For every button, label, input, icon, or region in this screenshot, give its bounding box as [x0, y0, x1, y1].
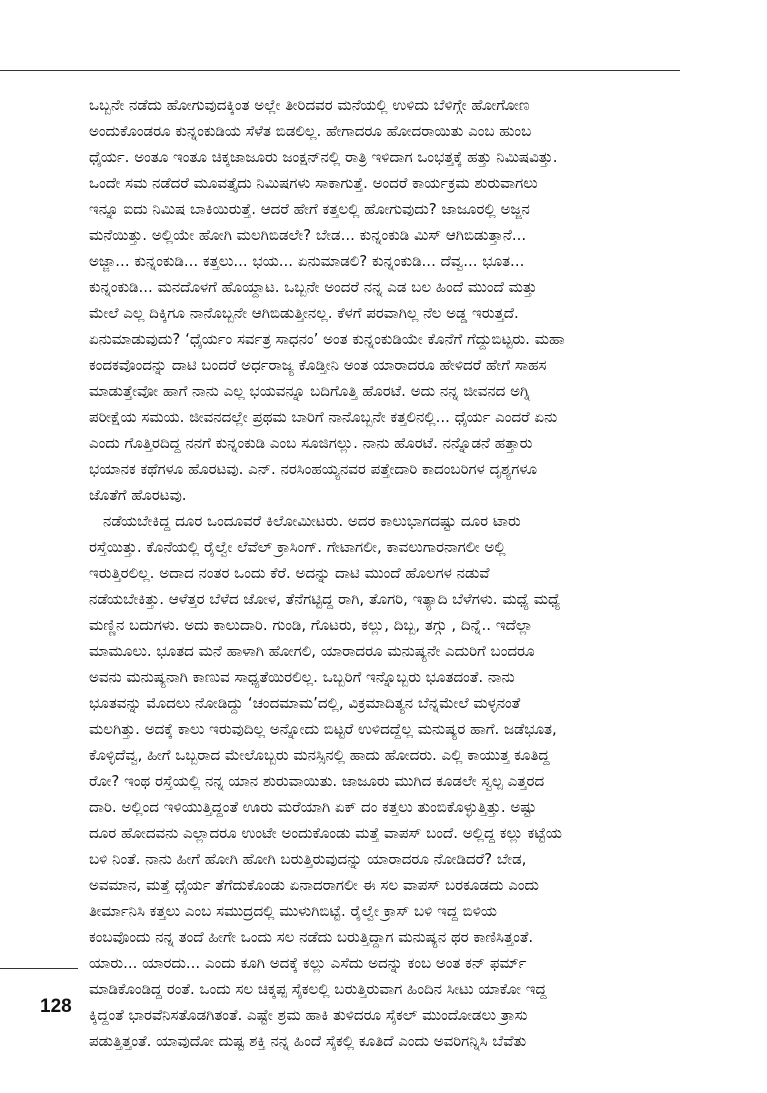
text-line: ದೂರ ಹೋದವನು ಎಲ್ಲಾದರೂ ಉಂಟೇ ಅಂದುಕೊಂಡು ಮತ್ತೆ ವಾಪಸ್ ಬಂದೆ. ಅಲ್ಲಿದ್ದ ಕಲ್ಲು ಕಟ್ಟೆಯ — [89, 824, 562, 842]
text-line: ಒಬ್ಬನೇ ನಡೆದು ಹೋಗುವುದಕ್ಕಿಂತ ಅಲ್ಲೇ ತೀರಿದವರ ಮನೆಯಲ್ಲಿ ಉಳಿದು ಬೆಳಿಗ್ಗೇ ಹೋಗೋಣ — [89, 96, 530, 114]
text-line: ಮನೆಯಿತ್ತು. ಅಲ್ಲಿಯೇ ಹೋಗಿ ಮಲಗಿಬಿಡಲೇ? ಬೇಡ... ಕುನ್ನಂಕುಡಿ ಮಿಸ್ ಆಗಿಬಿಡುತ್ತಾನೆ... — [89, 226, 527, 244]
text-line: ಜೊತೆಗೆ ಹೊರಟವು. — [89, 486, 187, 504]
paragraph-2 — [89, 508, 679, 1054]
text-line: ಇನ್ನೂ ಐದು ನಿಮಿಷ ಬಾಕಿಯಿರುತ್ತೆ. ಆದರೆ ಹೇಗೆ ಕತ್ತಲಲ್ಲಿ ಹೋಗುವುದು? ಜಾಜೂರಲ್ಲಿ ಅಜ್ಜನ — [89, 200, 530, 218]
text-line: ಕ್ಕಿದ್ದಂತೆ ಭಾರವೆನಿಸತೊಡಗಿತಂತೆ. ಎಷ್ಟೇ ಶ್ರಮ ಹಾಕಿ ತುಳಿದರೂ ಸೈಕಲ್ ಮುಂದೋಡಲು ತ್ರಾಸು — [89, 1006, 528, 1024]
text-line: ಮೇಲೆ ಎಲ್ಲ ದಿಕ್ಕಿಗೂ ನಾನೊಬ್ಬನೇ ಆಗಿಬಿಡುತ್ತೀನಲ್ಲ. ಕೆಳಗೆ ಪರವಾಗಿಲ್ಲ ನೆಲ ಅಡ್ಡ ಇರುತ್ತದೆ. — [89, 304, 519, 322]
text-line: ಭೂತವನ್ನು ಮೊದಲು ನೋಡಿದ್ದು ‘ಚಂದಮಾಮ’ದಲ್ಲಿ, ವಿಕ್ರಮಾದಿತ್ಯನ ಬೆನ್ನಮೇಲೆ ಮಳ್ಳನಂತೆ — [89, 694, 521, 712]
text-line: ಪಡುತ್ತಿತ್ತಂತೆ. ಯಾವುದೋ ದುಷ್ಟ ಶಕ್ತಿ ನನ್ನ ಹಿಂದೆ ಸೈಕಲ್ಲಿ ಕೂತಿದೆ ಎಂದು ಅವರಿಗನ್ನಿಸಿ ಬೆವೆತು — [89, 1032, 527, 1050]
text-line: ನಡೆಯಬೇಕಿತ್ತು. ಆಳೆತ್ತರ ಬೆಳೆದ ಜೋಳ, ತೆನೆಗಟ್ಟಿದ್ದ ರಾಗಿ, ತೊಗರಿ, ಇತ್ಯಾದಿ ಬೆಳೆಗಳು. ಮಧ್ಯೆ ಮಧ್ಯೆ — [89, 590, 561, 608]
text-line: ಮಣ್ಣಿನ ಬದುಗಳು. ಅದು ಕಾಲುದಾರಿ. ಗುಂಡಿ, ಗೊಟರು, ಕಲ್ಲು, ದಿಬ್ಬ, ತಗ್ಗು , ದಿನ್ನೆ.. ಇದೆಲ್ಲಾ — [89, 616, 533, 634]
text-line: ಕುನ್ನಂಕುಡಿ... ಮನದೊಳಗೆ ಹೊಯ್ದಾಟ. ಒಬ್ಬನೇ ಅಂದರೆ ನನ್ನ ಎಡ ಬಲ ಹಿಂದೆ ಮುಂದೆ ಮತ್ತು — [89, 278, 537, 296]
text-line: ಕಂಬವೊಂದು ನನ್ನ ತಂದೆ ಹೀಗೇ ಒಂದು ಸಲ ನಡೆದು ಬರುತ್ತಿದ್ದಾಗ ಮನುಷ್ಯನ ಥರ ಕಾಣಿಸಿತ್ತಂತೆ. — [89, 928, 534, 946]
text-line: ಎಂದು ಗೊತ್ತಿರದಿದ್ದ ನನಗೆ ಕುನ್ನಂಕುಡಿ ಎಂಬ ಸೂಜಿಗಲ್ಲು. ನಾನು ಹೊರಟೆ. ನನ್ನೊಡನೆ ಹತ್ತಾರು — [89, 434, 533, 452]
text-line: ಅಜ್ಜಾ... ಕುನ್ನಂಕುಡಿ... ಕತ್ತಲು... ಭಯ... ಏನುಮಾಡಲಿ? ಕುನ್ನಂಕುಡಿ... ದೆವ್ವ... ಭೂತ... — [89, 252, 525, 270]
text-line: ಯಾರು... ಯಾರದು... ಎಂದು ಕೂಗಿ ಅದಕ್ಕೆ ಕಲ್ಲು ಎಸೆದು ಅದನ್ನು ಕಂಬ ಅಂತ ಕನ್ ಫರ್ಮ್ — [89, 954, 527, 972]
text-line: ಭಯಾನಕ ಕಥೆಗಳೂ ಹೊರಟವು. ಎನ್. ನರಸಿಂಹಯ್ಯನವರ ಪತ್ತೇದಾರಿ ಕಾದಂಬರಿಗಳ ದೃಶ್ಯಗಳೂ — [89, 460, 538, 478]
page-body — [89, 92, 679, 1054]
text-line: ಅಂದುಕೊಂಡರೂ ಕುನ್ನಂಕುಡಿಯ ಸೆಳೆತ ಬಿಡಲಿಲ್ಲ. ಹೇಗಾದರೂ ಹೋದರಾಯಿತು ಎಂಬ ಹುಂಬ — [89, 122, 532, 140]
footer-divider — [0, 968, 78, 969]
text-line: ಏನುಮಾಡುವುದು? ‘ಧೈರ್ಯಂ ಸರ್ವತ್ರ ಸಾಧನಂ’ ಅಂತ ಕುನ್ನಂಕುಡಿಯೇ ಕೊನೆಗೆ ಗೆದ್ದುಬಿಟ್ಟರು. ಮಹಾ — [89, 330, 565, 348]
text-line: ಒಂದೇ ಸಮ ನಡೆದರೆ ಮೂವತ್ತೈದು ನಿಮಿಷಗಳು ಸಾಕಾಗುತ್ತೆ. ಅಂದರೆ ಕಾರ್ಯಕ್ರಮ ಶುರುವಾಗಲು — [89, 174, 538, 192]
text-line: ದಾರಿ. ಅಲ್ಲಿಂದ ಇಳಿಯುತ್ತಿದ್ದಂತೆ ಊರು ಮರೆಯಾಗಿ ಏಕ್ ದಂ ಕತ್ತಲು ತುಂಬಿಕೊಳ್ಳುತ್ತಿತ್ತು. ಅಷ್ಟು — [89, 798, 537, 816]
text-line: ನಡೆಯಬೇಕಿದ್ದ ದೂರ ಒಂದೂವರೆ ಕಿಲೋಮೀಟರು. ಅದರ ಕಾಲುಭಾಗದಷ್ಟು ದೂರ ಟಾರು — [103, 512, 521, 530]
text-line: ಮಾಡುತ್ತೇವೋ ಹಾಗೆ ನಾನು ಎಲ್ಲ ಭಯವನ್ನೂ ಬದಿಗೊತ್ತಿ ಹೊರಟೆ. ಅದು ನನ್ನ ಜೀವನದ ಅಗ್ನಿ — [89, 382, 531, 400]
text-line: ರೋ? ಇಂಥ ರಸ್ತೆಯಲ್ಲಿ ನನ್ನ ಯಾನ ಶುರುವಾಯಿತು. ಜಾಜೂರು ಮುಗಿದ ಕೂಡಲೇ ಸ್ವಲ್ಪ ಎತ್ತರದ — [89, 772, 545, 790]
top-divider — [0, 70, 680, 71]
text-line: ಮಲಗಿತ್ತು. ಅದಕ್ಕೆ ಕಾಲು ಇರುವುದಿಲ್ಲ ಅನ್ನೋದು ಬಿಟ್ಟರೆ ಉಳಿದದ್ದೆಲ್ಲ ಮನುಷ್ಯರ ಹಾಗೆ. ಜಡೆಭೂತ, — [89, 720, 557, 738]
text-line: ಇರುತ್ತಿರಲಿಲ್ಲ. ಅದಾದ ನಂತರ ಒಂದು ಕೆರೆ. ಅದನ್ನು ದಾಟಿ ಮುಂದೆ ಹೊಲಗಳ ನಡುವೆ — [89, 564, 490, 582]
text-line: ಅವಮಾನ, ಮತ್ತೆ ಧೈರ್ಯ ತೆಗೆದುಕೊಂಡು ಏನಾದರಾಗಲೀ ಈ ಸಲ ವಾಪಸ್ ಬರಕೂಡದು ಎಂದು — [89, 876, 539, 894]
text-line: ರಸ್ತೆಯಿತ್ತು. ಕೊನೆಯಲ್ಲಿ ರೈಲ್ವೇ ಲೆವೆಲ್ ಕ್ರಾಸಿಂಗ್. ಗೇಟಾಗಲೀ, ಕಾವಲುಗಾರನಾಗಲೀ ಅಲ್ಲಿ — [89, 538, 506, 556]
text-line: ಕಂದಕವೊಂದನ್ನು ದಾಟಿ ಬಂದರೆ ಅರ್ಧರಾಜ್ಯ ಕೊಡ್ತೀನಿ ಅಂತ ಯಾರಾದರೂ ಹೇಳಿದರೆ ಹೇಗೆ ಸಾಹಸ — [89, 356, 547, 374]
text-line: ಮಾಮೂಲು. ಭೂತದ ಮನೆ ಹಾಳಾಗಿ ಹೋಗಲಿ, ಯಾರಾದರೂ ಮನುಷ್ಯನೇ ಎದುರಿಗೆ ಬಂದರೂ — [89, 642, 535, 660]
text-line: ಬಳಿ ನಿಂತೆ. ನಾನು ಹೀಗೆ ಹೋಗಿ ಹೋಗಿ ಬರುತ್ತಿರುವುದನ್ನು ಯಾರಾದರೂ ನೋಡಿದರೆ? ಬೇಡ, — [89, 850, 527, 868]
paragraph-1 — [89, 92, 679, 508]
text-line: ಮಾಡಿಕೊಂಡಿದ್ದ ರಂತೆ. ಒಂದು ಸಲ ಚಿಕ್ಕಪ್ಪ ಸೈಕಲಲ್ಲಿ ಬರುತ್ತಿರುವಾಗ ಹಿಂದಿನ ಸೀಟು ಯಾಕೋ ಇದ್ದ — [89, 980, 547, 998]
text-line: ಅವನು ಮನುಷ್ಯನಾಗಿ ಕಾಣುವ ಸಾಧ್ಯತೆಯಿರಲಿಲ್ಲ. ಒಬ್ಬರಿಗೆ ಇನ್ನೊಬ್ಬರು ಭೂತದಂತೆ. ನಾನು — [89, 668, 515, 686]
text-line: ಕೊಳ್ಳಿದೆವ್ವ, ಹೀಗೆ ಒಬ್ಬರಾದ ಮೇಲೊಬ್ಬರು ಮನಸ್ಸಿನಲ್ಲಿ ಹಾದು ಹೋದರು. ಎಲ್ಲಿ ಕಾಯುತ್ತ ಕೂತಿದ್ದ — [89, 746, 550, 764]
text-line: ತೀರ್ಮಾನಿಸಿ ಕತ್ತಲು ಎಂಬ ಸಮುದ್ರದಲ್ಲಿ ಮುಳುಗಿಬಿಟ್ಟೆ. ರೈಲ್ವೇ ಕ್ರಾಸ್ ಬಳಿ ಇದ್ದ ಬಿಳಿಯ — [89, 902, 497, 920]
text-line: ಧೈರ್ಯ. ಅಂತೂ ಇಂತೂ ಚಿಕ್ಕಜಾಜೂರು ಜಂಕ್ಷನ್‌ನಲ್ಲಿ ರಾತ್ರಿ ಇಳಿದಾಗ ಒಂಭತ್ತಕ್ಕೆ ಹತ್ತು ನಿಮಿಷವಿತ್ತು. — [89, 148, 558, 166]
page-number: 128 — [40, 996, 72, 1017]
text-line: ಪರೀಕ್ಷೆಯ ಸಮಯ. ಜೀವನದಲ್ಲೇ ಪ್ರಥಮ ಬಾರಿಗೆ ನಾನೊಬ್ಬನೇ ಕತ್ತಲಿನಲ್ಲಿ... ಧೈರ್ಯ ಎಂದರೆ ಏನು — [89, 408, 558, 426]
